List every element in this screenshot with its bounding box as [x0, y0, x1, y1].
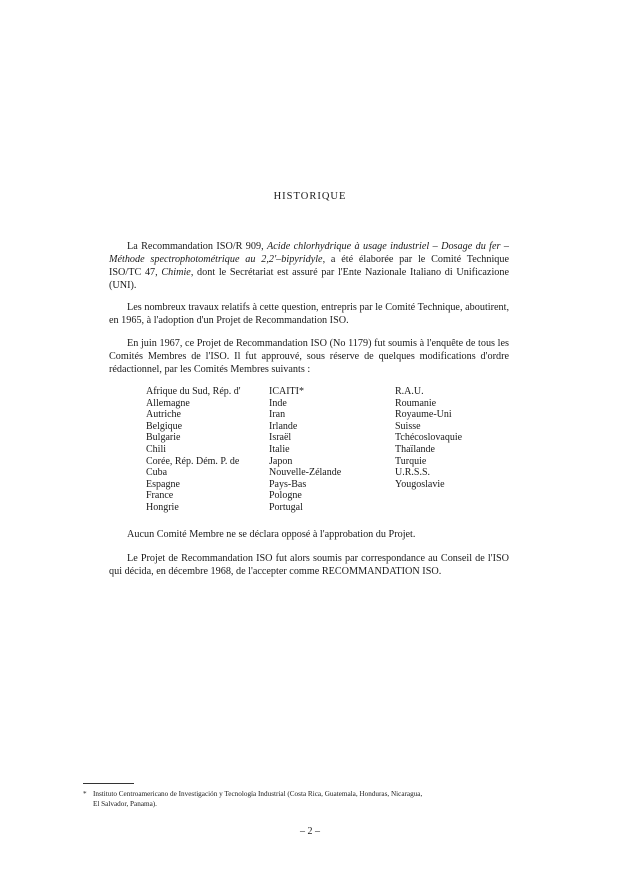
member-item: Portugal — [269, 501, 303, 513]
member-item: Bulgarie — [146, 432, 181, 444]
member-list-column-1 — [146, 386, 241, 514]
member-list-column-2 — [269, 386, 341, 514]
footnote-text-line2: El Salvador, Panama). — [93, 800, 157, 808]
member-item: Tchécoslovaquie — [395, 432, 463, 444]
member-item: Israël — [269, 432, 292, 444]
member-item: Pays-Bas — [269, 478, 307, 490]
member-item: Autriche — [146, 409, 181, 421]
member-item: Inde — [269, 397, 287, 409]
member-item: Turquie — [395, 455, 427, 467]
member-item: Allemagne — [146, 397, 190, 409]
paragraph-origin-text-a: La Recommandation ISO/R 909, — [127, 241, 268, 252]
member-item: Irlande — [269, 420, 298, 432]
paragraph-council-decision: Le Projet de Recommandation ISO fut alors soumis par correspondance au Conseil de l'ISO qui décida, en décembre 1968, de l'accepter comme RECOMMANDATION ISO. — [109, 553, 509, 577]
member-item: Hongrie — [146, 501, 179, 513]
member-item: Royaume-Uni — [395, 409, 452, 421]
paragraph-no-opposition: Aucun Comité Membre ne se déclara opposé à l'approbation du Projet. — [127, 529, 416, 540]
member-list-column-3 — [395, 386, 462, 490]
member-item: Japon — [269, 455, 293, 467]
member-item: Roumanie — [395, 397, 437, 409]
member-item: R.A.U. — [395, 386, 424, 397]
member-item: U.R.S.S. — [395, 467, 431, 479]
member-item: Cuba — [146, 467, 168, 479]
paragraph-enquiry: En juin 1967, ce Projet de Recommandation ISO (No 1179) fut soumis à l'enquête de tous les Comités Membres de l'ISO. Il fut approuvé, sous réserve de quelques modifications d'ordre rédactionnel, par les Comités Membres suivants : — [109, 338, 509, 375]
member-item: Yougoslavie — [395, 478, 445, 490]
paragraph-origin-text-e: , dont le Secrétariat est assuré par l'Ente Nazionale Italiano di Unificazione (UNI). — [109, 267, 509, 291]
footnote-text-line1: Instituto Centroamericano de Investigación y Tecnología Industrial (Costa Rica, Guatemala, Honduras, Nicaragua, — [93, 790, 423, 798]
member-item: Suisse — [395, 420, 421, 432]
member-item: Belgique — [146, 420, 183, 432]
member-item: Espagne — [146, 478, 180, 490]
member-item: Nouvelle-Zélande — [269, 467, 342, 479]
member-item: Afrique du Sud, Rép. d' — [146, 386, 241, 397]
footnote — [83, 789, 528, 809]
paragraph-origin — [109, 240, 509, 292]
member-item: Thaïlande — [395, 443, 435, 455]
paragraph-origin-text-c: , a été élaborée par le Comité Technique ISO/TC 47, — [109, 254, 509, 278]
footnote-marker: * — [83, 790, 87, 798]
member-item: France — [146, 490, 174, 502]
document-subject-title: Acide chlorhydrique à usage industriel – Dosage du fer – Méthode spectrophotométrique au 2,2′–bipyridyle — [109, 241, 509, 265]
member-item: Pologne — [269, 490, 302, 502]
paragraph-adoption: Les nombreux travaux relatifs à cette question, entrepris par le Comité Technique, aboutirent, en 1965, à l'adoption d'un Projet de Recommandation ISO. — [109, 302, 509, 326]
member-item: ICAITI* — [269, 386, 304, 397]
page-title: HISTORIQUE — [273, 191, 347, 202]
member-item: Italie — [269, 443, 290, 455]
footnote-divider — [83, 783, 134, 784]
committee-name: Chimie — [161, 267, 191, 278]
member-item: Corée, Rép. Dém. P. de — [146, 455, 240, 467]
page-number: – 2 – — [300, 826, 320, 837]
member-item: Chili — [146, 443, 167, 455]
member-item: Iran — [269, 409, 286, 421]
